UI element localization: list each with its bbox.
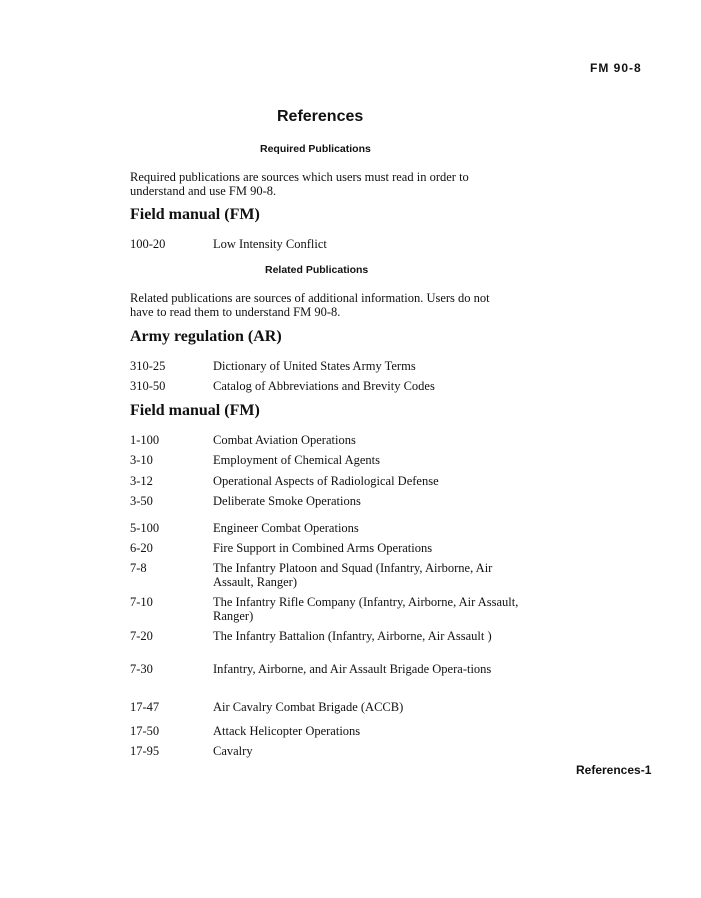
required-publications-intro: Required publications are sources which users must read in order to understand and use FM 90-8. [130, 170, 469, 198]
army-regulation-section-title: Army regulation (AR) [130, 328, 282, 345]
reference-entry [130, 453, 520, 467]
reference-entry [130, 433, 520, 447]
reference-entry [130, 494, 520, 508]
reference-number: 7-8 [130, 561, 147, 575]
reference-entry [130, 662, 520, 676]
reference-entry [130, 474, 520, 488]
reference-number: 310-50 [130, 379, 166, 393]
page-number: References-1 [576, 763, 652, 777]
reference-number: 17-95 [130, 744, 160, 758]
reference-title: The Infantry Rifle Company (Infantry, Airborne, Air Assault, Ranger) [213, 595, 519, 623]
reference-number: 3-50 [130, 494, 153, 508]
reference-title: Infantry, Airborne, and Air Assault Brigade Opera-tions [213, 662, 492, 676]
reference-title: The Infantry Platoon and Squad (Infantry, Airborne, Air Assault, Ranger) [213, 561, 493, 589]
reference-title: Engineer Combat Operations [213, 521, 359, 535]
reference-title: Catalog of Abbreviations and Brevity Codes [213, 379, 435, 393]
reference-title: Attack Helicopter Operations [213, 724, 361, 738]
reference-entry [130, 595, 520, 623]
reference-entry [130, 541, 520, 555]
reference-title: Low Intensity Conflict [213, 237, 327, 251]
reference-number: 310-25 [130, 359, 166, 373]
reference-entry [130, 521, 520, 535]
required-publications-heading: Required Publications [260, 143, 371, 155]
reference-entry [130, 724, 520, 738]
reference-number: 100-20 [130, 237, 166, 251]
document-id: FM 90-8 [590, 61, 642, 75]
reference-entry [130, 629, 520, 643]
reference-entry [130, 561, 520, 589]
reference-title: Employment of Chemical Agents [213, 453, 380, 467]
related-publications-heading: Related Publications [265, 264, 369, 276]
reference-number: 3-10 [130, 453, 153, 467]
reference-number: 17-47 [130, 700, 160, 714]
related-fm-section-title: Field manual (FM) [130, 402, 260, 419]
reference-title: Operational Aspects of Radiological Defense [213, 474, 439, 488]
reference-title: The Infantry Battalion (Infantry, Airborne, Air Assault ) [213, 629, 492, 643]
reference-title: Deliberate Smoke Operations [213, 494, 361, 508]
reference-number: 7-20 [130, 629, 153, 643]
reference-entry [130, 744, 520, 758]
reference-title: Fire Support in Combined Arms Operations [213, 541, 433, 555]
page-title: References [277, 108, 364, 125]
reference-number: 3-12 [130, 474, 153, 488]
reference-entry [130, 379, 520, 393]
reference-number: 17-50 [130, 724, 160, 738]
reference-number: 6-20 [130, 541, 153, 555]
reference-number: 5-100 [130, 521, 160, 535]
reference-entry [130, 700, 520, 714]
reference-entry [130, 237, 520, 251]
reference-title: Dictionary of United States Army Terms [213, 359, 416, 373]
reference-entry [130, 359, 520, 373]
reference-title: Cavalry [213, 744, 253, 758]
reference-title: Combat Aviation Operations [213, 433, 356, 447]
reference-title: Air Cavalry Combat Brigade (ACCB) [213, 700, 404, 714]
reference-number: 7-30 [130, 662, 153, 676]
reference-number: 7-10 [130, 595, 153, 609]
required-fm-section-title: Field manual (FM) [130, 206, 260, 223]
reference-number: 1-100 [130, 433, 160, 447]
related-publications-intro: Related publications are sources of additional information. Users do not have to read them to understand FM 90-8. [130, 291, 490, 319]
